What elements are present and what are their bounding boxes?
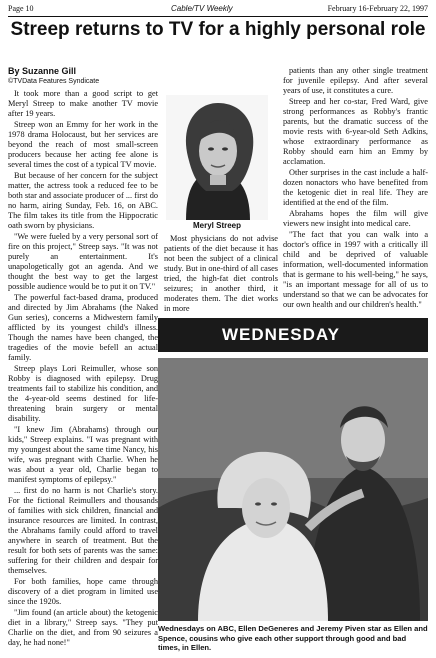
paragraph: "I knew Jim (Abrahams) through our kids," Streep explains. "I was pregnant with my youngest about the same time Nancy, his wife, was pregnant with Charlie. When he was about a year old, Charlie began to manifest symptoms of epilepsy." [8,425,158,484]
paragraph: Abrahams hopes the film will give viewers new insight into medical care. [283,209,428,228]
byline: By Suzanne Gill [8,66,77,76]
paragraph: Streep and her co-star, Fred Ward, give strong performances as Robby's frantic parents, but the dramatic success of the movie rests with 6-year-old Seth Adkins, whose extraordinary performance as Robby should earn him an Emmy by acclamation. [283,97,428,166]
paragraph: It took more than a good script to get Meryl Streep to make another TV movie after 19 years. [8,89,158,118]
photo-caption: Meryl Streep [192,221,242,230]
paragraph: "Jim found (an article about) the ketogenic diet in a library," Streep says. "They put Charlie on the diet, and from 90 seizures a day, he had none!" [8,608,158,647]
wednesday-banner [158,318,428,352]
article-column-2 [164,234,278,315]
photo-caption: Wednesdays on ABC, Ellen DeGeneres and Jeremy Piven star as Ellen and Spence, cousins who give each other support through good and bad times, in Ellen. [158,624,428,652]
paragraph: The powerful fact-based drama, produced and directed by Jim Abrahams (the Naked Gun series), concerns a Midwestern family afflicted by its youngest child's illness. Though the names have been changed, the tragedies of the movie befell an actual family. [8,293,158,362]
paragraph: Streep won an Emmy for her work in the 1978 drama Holocaust, but her services are beyond the reach of most small-screen producers because her acting fee alone is several times the cost of a typical TV movie. [8,120,158,169]
paragraph: patients than any other single treatment for juvenile epilepsy. And after several years of use, it constitutes a cure. [283,66,428,95]
issue-dates: February 16-February 22, 1997 [327,4,428,13]
paragraph: "We were fueled by a very personal sort of fire on this project," Streep says. "It was not purely an entertainment. It's unapologetically got an agenda. And we thought the best way to get the largest possible audience would be to put it on TV." [8,232,158,291]
paragraph: For both families, hope came through discovery of a diet program in limited use since the 1920s. [8,577,158,606]
article-headline: Streep returns to TV for a highly personal role [10,19,426,40]
paragraph: Other surprises in the cast include a half-dozen nonactors who have benefited from the ketogenic diet in real life. They are identified at the end of the film. [283,168,428,207]
byline-affiliation: ©TVData Features Syndicate [8,78,100,85]
publication-name: Cable/TV Weekly [171,4,233,13]
header-rule [8,16,428,17]
paragraph: ... first do no harm is not Charlie's story. For the fictional Reimullers and thousands of families with sick children, financial and insurance resources are limited. In contrast, the Abrahams family could afford to travel anywhere in search of treatment. But the result for both sets of parents was the same: suffering for their children and despair for themselves. [8,486,158,575]
paragraph: But because of her concern for the subject matter, the actress took a reduced fee to be both star and associate producer of ... first do no harm, airing Sunday, Feb. 16, on ABC. The film takes its title from the Hippocratic oath sworn by physicians. [8,171,158,230]
meryl-streep-photo [166,95,268,220]
paragraph: "The fact that you can walk into a doctor's office in 1997 with a critically ill child and be deprived of valuable information, well-documented information that is germane to his well-being," he says, "is an important message for all of us to understand so that we can be advocates for our own health and our children's health." [283,230,428,309]
article-column-3 [283,66,428,311]
ellen-photo [158,358,428,621]
paragraph: Most physicians do not advise patients of the diet because it has not been the subject of a clinical study. But in one-third of all cases tried, the high-fat diet controls seizures; in another third, it moderates them. The diet works in more [164,234,278,313]
banner-label: WEDNESDAY [222,325,340,344]
page-number: Page 10 [8,4,34,13]
paragraph: Streep plays Lori Reimuller, whose son Robby is diagnosed with epilepsy. Drug treatments fail to stabilize his condition, and the 4-year-old seems destined for life-threatening brain surgery or mental disability. [8,364,158,423]
page-header [8,4,428,16]
article-column-1 [8,66,158,649]
